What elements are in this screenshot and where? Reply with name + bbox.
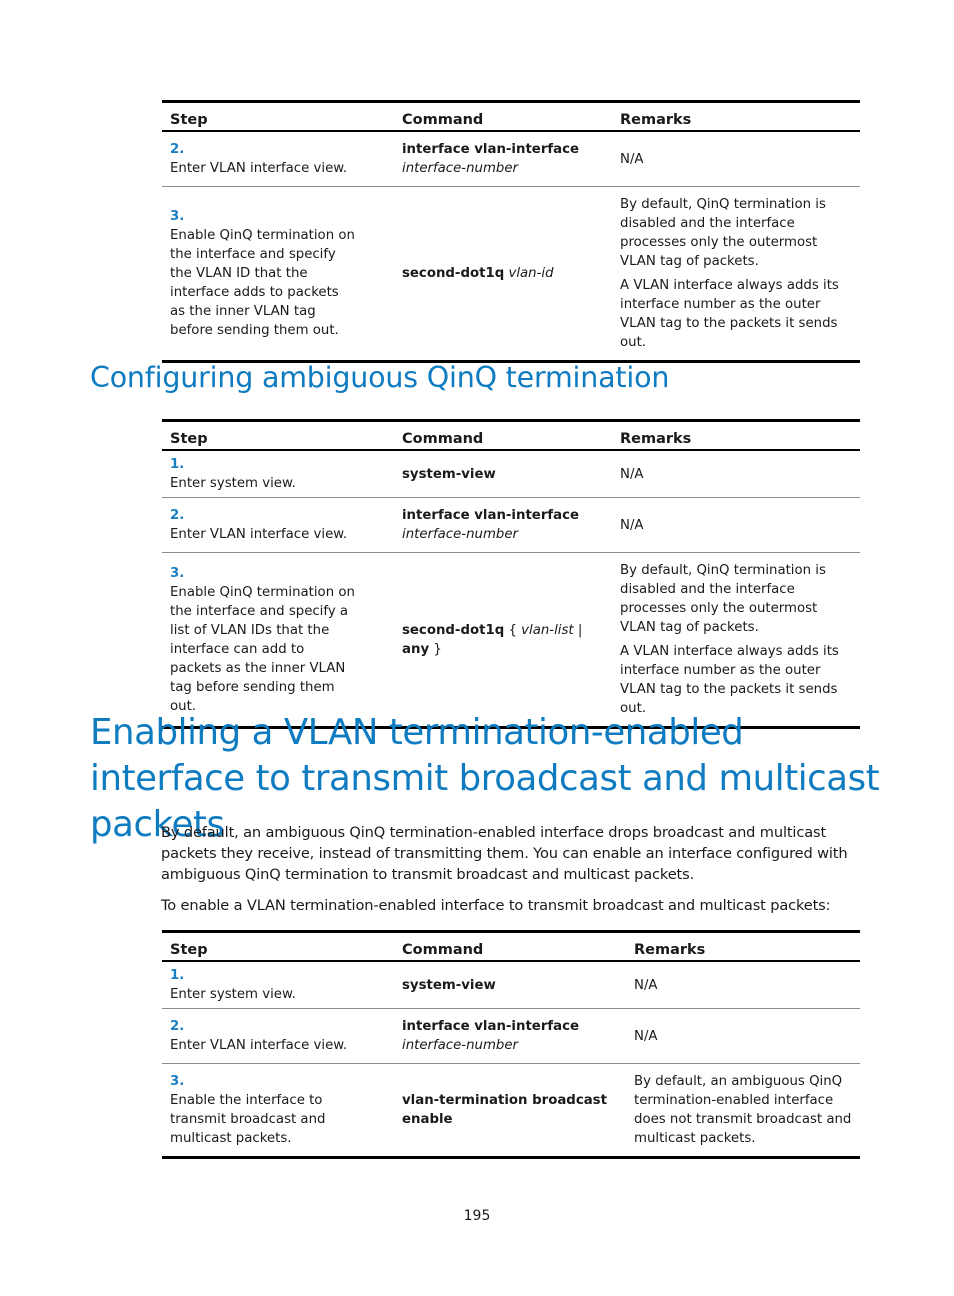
table-row	[162, 961, 860, 1009]
procedure-intro: To enable a VLAN termination-enabled interface to transmit broadcast and multicast packets:	[161, 897, 831, 914]
section-title-vlan-termination-broadcast: Enabling a VLAN termination-enabled interface to transmit broadcast and multicast packets	[90, 712, 880, 845]
remarks-cell: N/A	[612, 498, 860, 553]
header-remarks: Remarks	[612, 102, 860, 132]
section-title-ambiguous-qinq: Configuring ambiguous QinQ termination	[90, 361, 670, 394]
command-cell: interface vlan-interface interface-number	[394, 131, 612, 187]
step-number: 3.	[170, 1074, 185, 1089]
page-number: 195	[463, 1208, 491, 1224]
remarks-cell: By default, an ambiguous QinQ termination-enabled interface does not transmit broadcast and multicast packets.	[634, 1074, 852, 1146]
step-number: 1.	[170, 457, 185, 472]
header-command: Command	[394, 421, 612, 451]
table-row	[162, 450, 860, 498]
command-cell: system-view	[394, 450, 612, 498]
step-number: 3.	[170, 209, 185, 224]
header-remarks: Remarks	[626, 932, 860, 962]
step-text: Enable the interface to transmit broadcast and multicast packets.	[170, 1093, 326, 1146]
step-number: 2.	[170, 1019, 185, 1034]
step-number: 1.	[170, 968, 185, 983]
command-cell: system-view	[394, 961, 626, 1009]
command-cell: interface vlan-interface interface-number	[394, 498, 612, 553]
step-text: Enable QinQ termination on the interface and specify the VLAN ID that the interface adds to packets as the inner VLAN tag before sending them out.	[170, 228, 355, 338]
header-command: Command	[394, 932, 626, 962]
remarks-cell: By default, QinQ termination is disabled and the interface processes only the outermost VLAN tag of packets. A VLAN interface always adds its interface number as the outer VLAN tag to the packets it sends out.	[620, 563, 839, 716]
remarks-cell: N/A	[626, 1009, 860, 1064]
step-text: Enter VLAN interface view.	[170, 527, 348, 542]
step-number: 2.	[170, 508, 185, 523]
table-row	[162, 131, 860, 187]
header-step: Step	[162, 421, 394, 451]
table-row	[162, 1064, 860, 1158]
step-text: Enter system view.	[170, 987, 296, 1002]
step-number: 2.	[170, 142, 185, 157]
remarks-cell: N/A	[612, 131, 860, 187]
remarks-cell: N/A	[626, 961, 860, 1009]
remarks-cell: By default, QinQ termination is disabled and the interface processes only the outermost VLAN tag of packets. A VLAN interface always adds its interface number as the outer VLAN tag to the packets it sends out.	[620, 197, 839, 350]
remarks-cell: N/A	[612, 450, 860, 498]
step-text: Enter VLAN interface view.	[170, 161, 348, 176]
table-step-commands-1	[162, 100, 860, 363]
table-row	[162, 553, 860, 728]
step-text: Enable QinQ termination on the interface and specify a list of VLAN IDs that the interface can add to packets as the inner VLAN tag before sending them out.	[170, 584, 355, 714]
command-cell: vlan-termination broadcast enable	[402, 1093, 607, 1127]
header-remarks: Remarks	[612, 421, 860, 451]
step-number: 3.	[170, 565, 185, 581]
table-row	[162, 1009, 860, 1064]
intro-paragraph: By default, an ambiguous QinQ termination-enabled interface drops broadcast and multicast packets they receive, instead of transmitting them. You can enable an interface configured with ambiguous QinQ termination to transmit broadcast and multicast packets.	[161, 824, 848, 883]
header-step: Step	[162, 102, 394, 132]
header-step: Step	[162, 932, 394, 962]
table-row	[162, 187, 860, 362]
header-command: Command	[394, 102, 612, 132]
table-step-commands-2	[162, 419, 860, 729]
command-cell: second-dot1q vlan-id	[402, 266, 554, 281]
command-cell: second-dot1q { vlan-list | any }	[402, 622, 583, 657]
table-row	[162, 498, 860, 553]
command-cell: interface vlan-interface interface-number	[394, 1009, 626, 1064]
step-text: Enter system view.	[170, 476, 296, 491]
table-step-commands-3	[162, 930, 860, 1159]
step-text: Enter VLAN interface view.	[170, 1038, 348, 1053]
